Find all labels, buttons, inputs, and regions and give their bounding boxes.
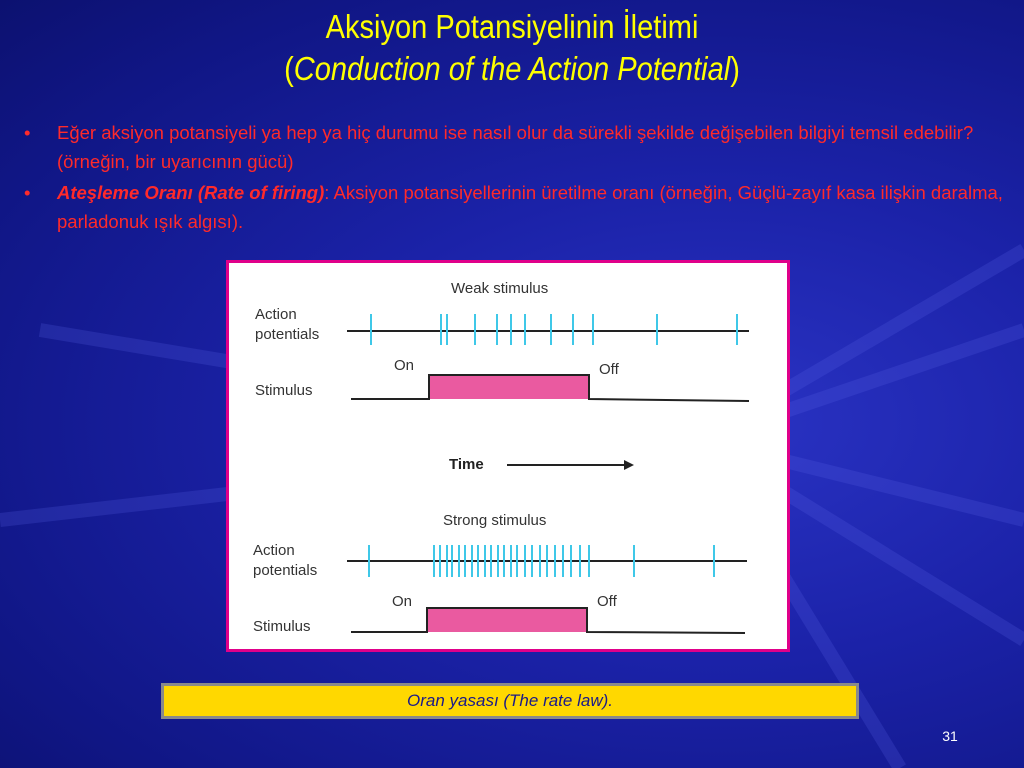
bullet-marker: • bbox=[24, 122, 31, 143]
title-paren-close: ) bbox=[730, 50, 740, 87]
bullet-text: Eğer aksiyon potansiyeli ya hep ya hiç durumu ise nasıl olur da sürekli şekilde değişebilen bilgiyi temsil edebilir? (örneğin, bir uyarıcının gücü) bbox=[57, 122, 974, 172]
weak-spike-group bbox=[371, 314, 737, 345]
caption-text: Oran yasası (The rate law). bbox=[407, 691, 613, 710]
weak-on-label: On bbox=[394, 357, 415, 374]
weak-stimulus-title: Weak stimulus bbox=[451, 280, 549, 297]
weak-stimulus-pulse bbox=[429, 375, 589, 399]
bullet-item bbox=[24, 178, 1024, 236]
bullet-list bbox=[24, 118, 1024, 238]
strong-on-label: On bbox=[392, 593, 413, 610]
bullet-text: : Aksiyon potansiyellerinin üretilme oranı (örneğin, Güçlü-zayıf kasa ilişkin daralma, parladonuk ışık algısı). bbox=[57, 182, 1003, 232]
page-number: 31 bbox=[942, 728, 958, 744]
bullet-marker: • bbox=[24, 182, 31, 203]
title-line-2 bbox=[61, 48, 962, 90]
rate-law-diagram bbox=[229, 263, 787, 649]
strong-ap-label-line1: Action bbox=[253, 542, 295, 559]
strong-off-label: Off bbox=[597, 593, 617, 610]
strong-ap-label-line2: potentials bbox=[253, 562, 318, 579]
time-label: Time bbox=[449, 456, 484, 473]
rate-law-figure bbox=[226, 260, 790, 652]
weak-stimulus-label: Stimulus bbox=[255, 382, 313, 399]
time-arrow-head bbox=[624, 460, 634, 470]
caption-box bbox=[161, 683, 859, 719]
weak-off-label: Off bbox=[599, 361, 619, 378]
strong-stimulus-pulse bbox=[427, 608, 587, 632]
title-line-1: Aksiyon Potansiyelinin İletimi bbox=[325, 8, 699, 45]
bullet-item bbox=[24, 118, 1024, 176]
weak-ap-label-line1: Action bbox=[255, 306, 297, 323]
slide-title bbox=[61, 6, 962, 90]
strong-stimulus-title: Strong stimulus bbox=[443, 512, 547, 529]
weak-ap-label-line2: potentials bbox=[255, 326, 320, 343]
title-english: Conduction of the Action Potential bbox=[293, 50, 731, 87]
strong-stimulus-label: Stimulus bbox=[253, 618, 311, 635]
bullet-term: Ateşleme Oranı (Rate of firing) bbox=[57, 182, 325, 203]
title-paren-open: ( bbox=[284, 50, 294, 87]
